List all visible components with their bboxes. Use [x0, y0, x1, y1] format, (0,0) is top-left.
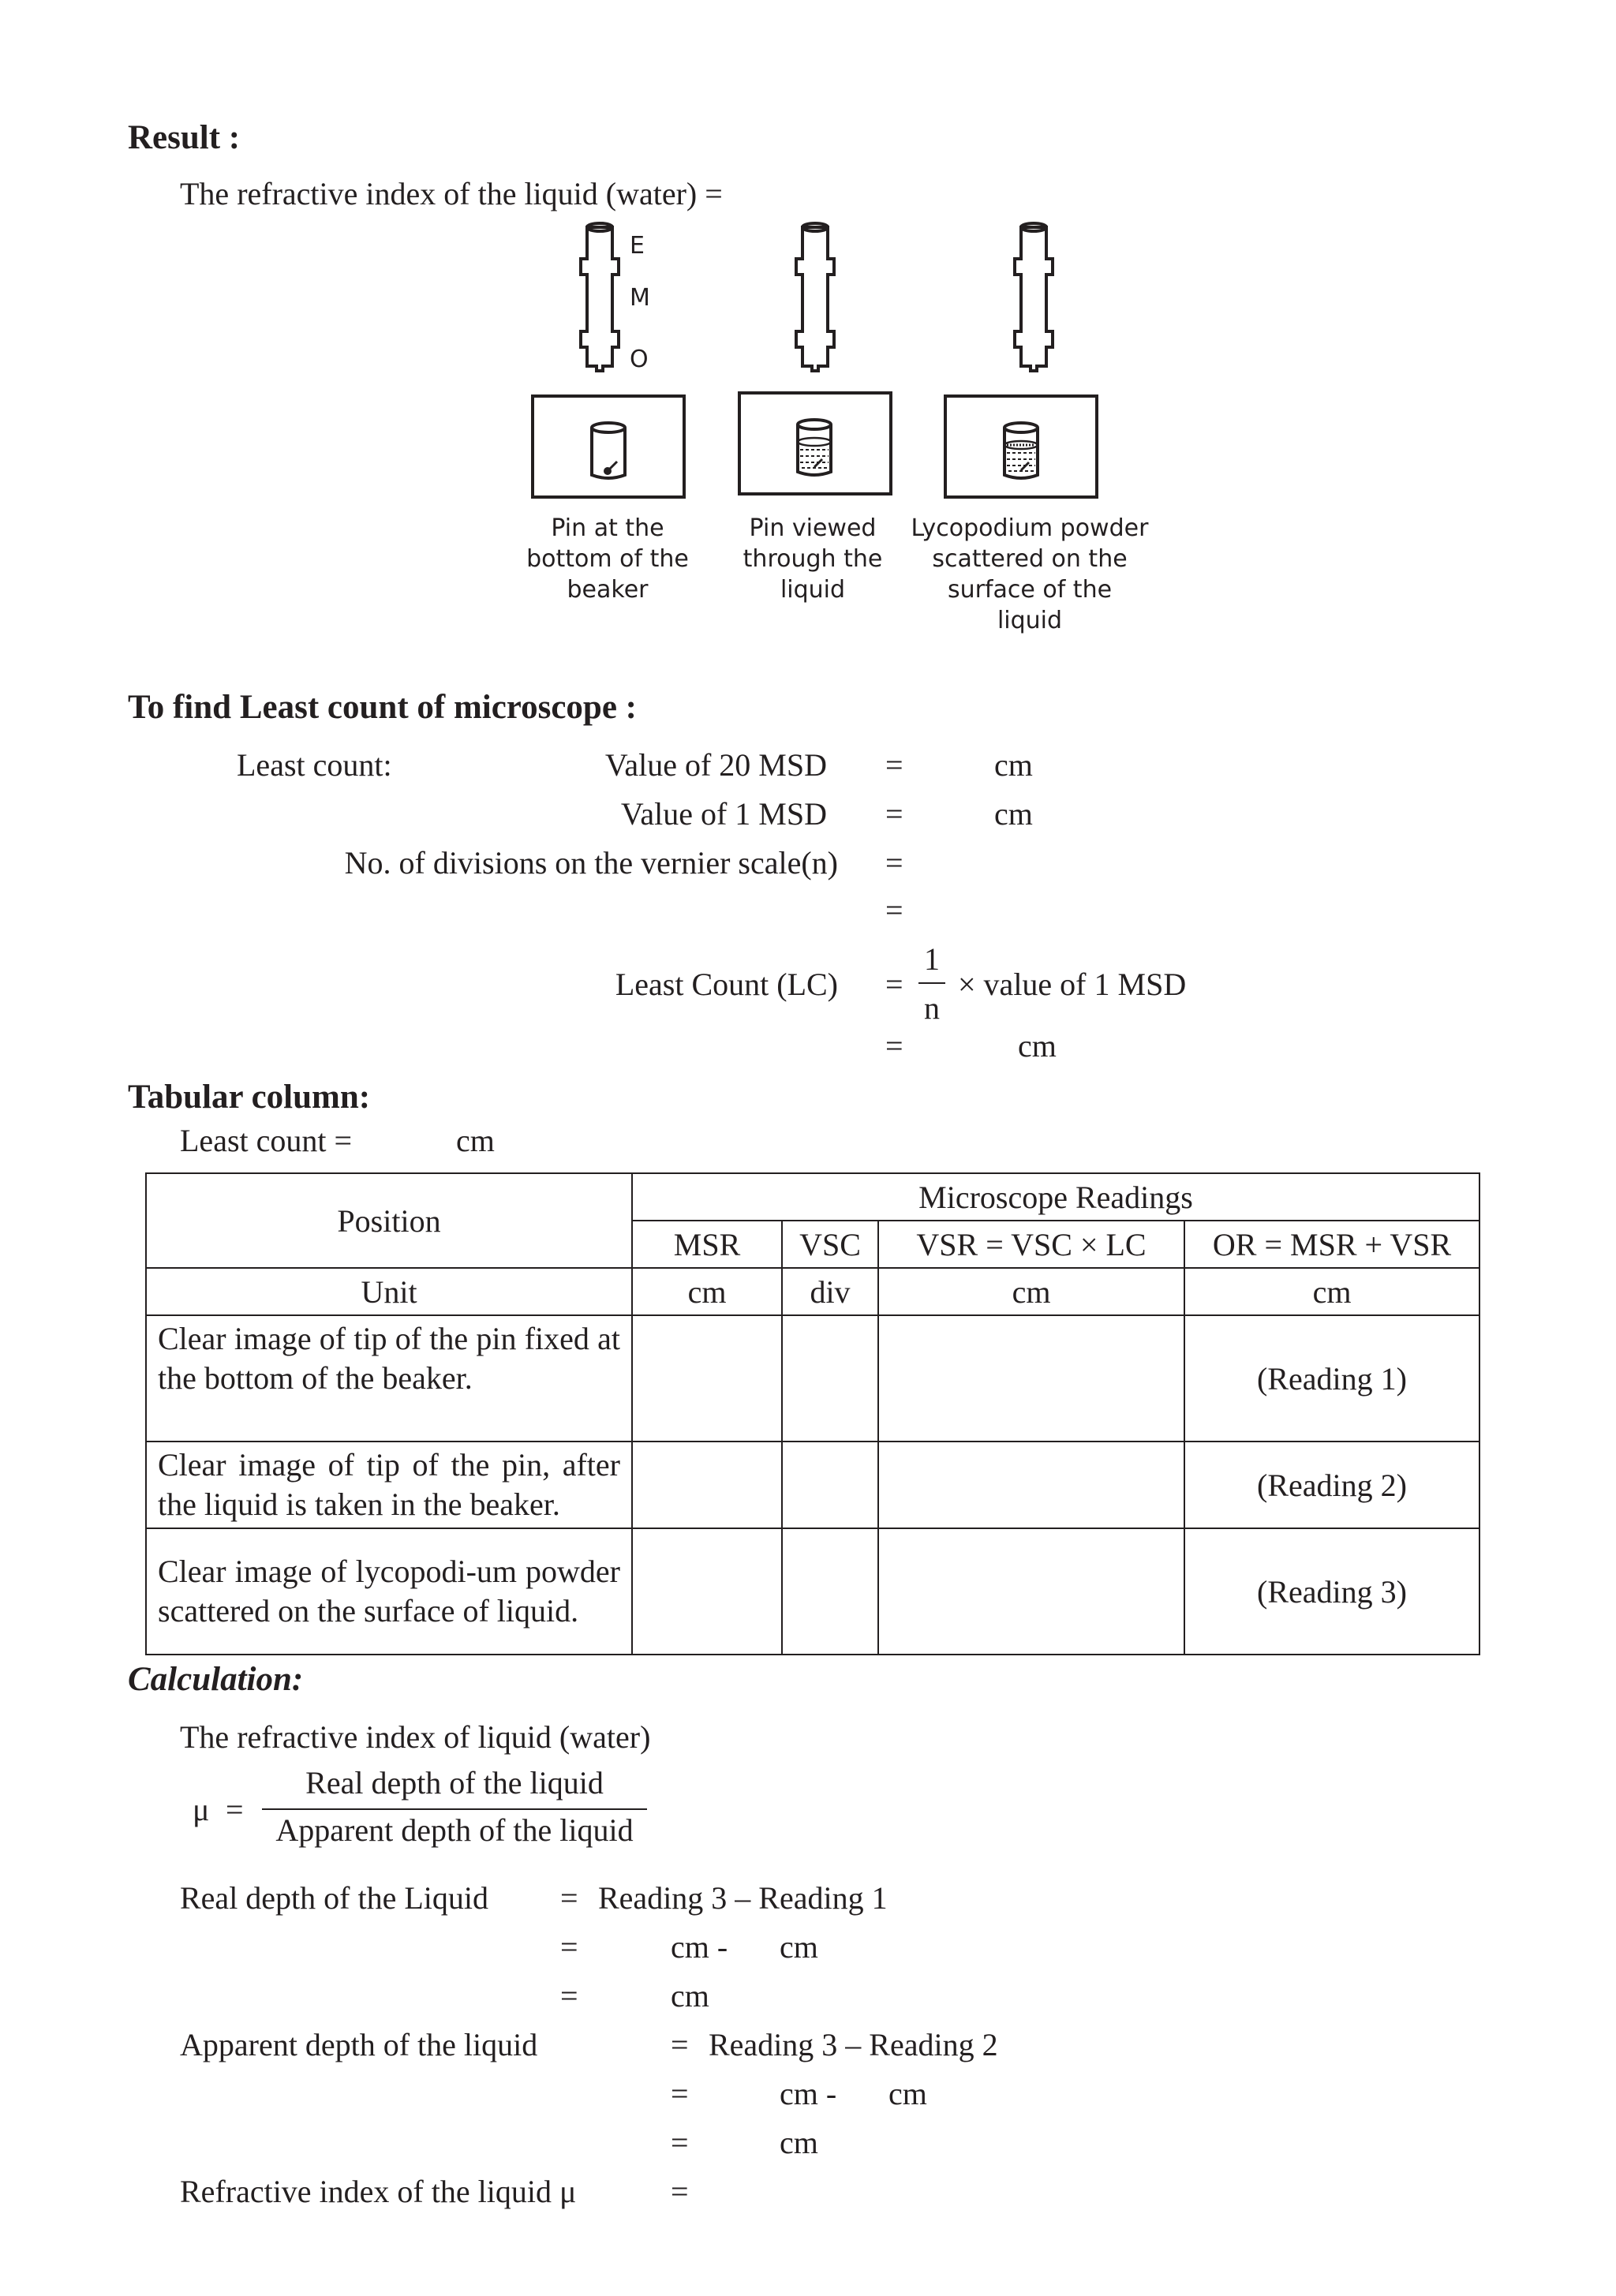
lc-rhs: × value of 1 MSD [958, 967, 1187, 1002]
table-row [146, 1315, 1479, 1442]
real-depth-cm-b: cm [780, 1929, 818, 1965]
mu-denominator: Apparent depth of the liquid [275, 1812, 634, 1848]
lc-final-unit: cm [1018, 1028, 1057, 1064]
result-text: The refractive index of the liquid (water) = [180, 176, 723, 211]
microscope-3-icon [1015, 223, 1053, 371]
label-microscope: M [630, 284, 650, 312]
lc-final-eq: = [885, 1028, 903, 1064]
row-3-vsr [878, 1528, 1184, 1655]
vernier-divisions-label: No. of divisions on the vernier scale(n) [344, 845, 838, 881]
readings-table [145, 1172, 1480, 1655]
row-2-position: Clear image of tip of the pin, after the liquid is taken in the beaker. [146, 1442, 632, 1528]
header-vsr: VSR = VSC × LC [878, 1221, 1184, 1268]
apparent-depth-eq3: = [671, 2125, 689, 2160]
row-1-reading: (Reading 1) [1184, 1315, 1479, 1442]
lc-frac-numerator: 1 [924, 941, 940, 977]
unit-or: cm [1184, 1268, 1479, 1315]
real-depth-cm-a: cm - [671, 1929, 728, 1965]
row-2-vsc [782, 1442, 878, 1528]
caption-1: Pin at the bottom of the beaker [526, 514, 689, 604]
unit-msr: cm [632, 1268, 782, 1315]
label-objective: O [630, 346, 649, 373]
real-depth-eq3: = [560, 1978, 578, 2014]
lc-frac-denominator: n [924, 990, 940, 1026]
row-2-msr [632, 1442, 782, 1528]
row-2-vsr [878, 1442, 1184, 1528]
row-1-vsc [782, 1315, 878, 1442]
result-heading: Result : [128, 119, 241, 156]
header-vsc: VSC [782, 1221, 878, 1268]
tabular-lc-text: Least count = [180, 1123, 353, 1158]
unit-vsr: cm [878, 1268, 1184, 1315]
tabular-lc-unit: cm [456, 1123, 495, 1158]
apparent-depth-label: Apparent depth of the liquid [180, 2027, 538, 2062]
lc-label: Least Count (LC) [615, 967, 838, 1002]
table-row [146, 1528, 1479, 1655]
msd1-label: Value of 1 MSD [620, 796, 827, 832]
unit-label: Unit [146, 1268, 632, 1315]
mu-symbol: μ [193, 1792, 210, 1827]
real-depth-label: Real depth of the Liquid [180, 1880, 489, 1916]
setup-box-1 [533, 396, 684, 497]
beaker-with-powder-icon [1004, 423, 1038, 478]
calculation-intro: The refractive index of liquid (water) [180, 1719, 651, 1755]
msd1-eq: = [885, 796, 903, 832]
header-or: OR = MSR + VSR [1184, 1221, 1479, 1268]
real-depth-eq1: = [560, 1880, 578, 1916]
table-row [146, 1442, 1479, 1528]
msd20-label: Value of 20 MSD [604, 747, 827, 783]
apparent-depth-eq2: = [671, 2076, 689, 2111]
row-2-reading: (Reading 2) [1184, 1442, 1479, 1528]
microscope-2-icon [796, 223, 834, 371]
row-3-position: Clear image of lycopodi-um powder scattered on the surface of liquid. [146, 1528, 632, 1655]
row-1-position: Clear image of tip of the pin fixed at the bottom of the beaker. [146, 1315, 632, 1442]
setup-box-3 [945, 396, 1097, 497]
apparent-depth-cm-c: cm [780, 2125, 818, 2160]
real-depth-formula: Reading 3 – Reading 1 [598, 1880, 888, 1916]
caption-3: Lycopodium powder scattered on the surface of the liquid [911, 514, 1149, 634]
vernier-divisions-eq: = [885, 845, 903, 881]
msd20-eq: = [885, 747, 903, 783]
mu-fraction-line [262, 1808, 647, 1810]
blank-eq: = [885, 892, 903, 928]
msd20-unit: cm [994, 747, 1033, 783]
row-1-msr [632, 1315, 782, 1442]
header-msr: MSR [632, 1221, 782, 1268]
setup-box-2 [739, 393, 891, 494]
tabular-heading: Tabular column: [128, 1079, 371, 1116]
refractive-index-label: Refractive index of the liquid μ [180, 2174, 577, 2209]
header-position: Position [146, 1173, 632, 1268]
msd1-unit: cm [994, 796, 1033, 832]
beaker-with-liquid-icon [798, 420, 831, 475]
calculation-heading: Calculation: [128, 1661, 304, 1698]
apparent-depth-cm-b: cm [888, 2076, 927, 2111]
apparent-depth-cm-a: cm - [780, 2076, 837, 2111]
least-count-label: Least count: [237, 747, 392, 783]
row-3-reading: (Reading 3) [1184, 1528, 1479, 1655]
least-count-heading: To find Least count of microscope : [128, 689, 637, 726]
header-microscope-readings: Microscope Readings [632, 1173, 1479, 1221]
caption-2: Pin viewed through the liquid [743, 514, 883, 604]
row-3-vsc [782, 1528, 878, 1655]
mu-numerator: Real depth of the liquid [305, 1765, 604, 1801]
row-3-msr [632, 1528, 782, 1655]
mu-eq: = [226, 1792, 244, 1827]
microscope-1-icon [581, 223, 619, 371]
unit-vsc: div [782, 1268, 878, 1315]
real-depth-eq2: = [560, 1929, 578, 1965]
real-depth-cm-c: cm [671, 1978, 709, 2014]
microscope-diagram [505, 213, 1136, 513]
row-1-vsr [878, 1315, 1184, 1442]
lc-frac-line [918, 982, 945, 984]
label-eyepiece: E [630, 232, 645, 260]
apparent-depth-eq1: = [671, 2027, 689, 2062]
refractive-index-eq: = [671, 2174, 689, 2209]
beaker-empty-icon [592, 423, 625, 478]
lc-eq: = [885, 967, 903, 1002]
apparent-depth-formula: Reading 3 – Reading 2 [709, 2027, 998, 2062]
